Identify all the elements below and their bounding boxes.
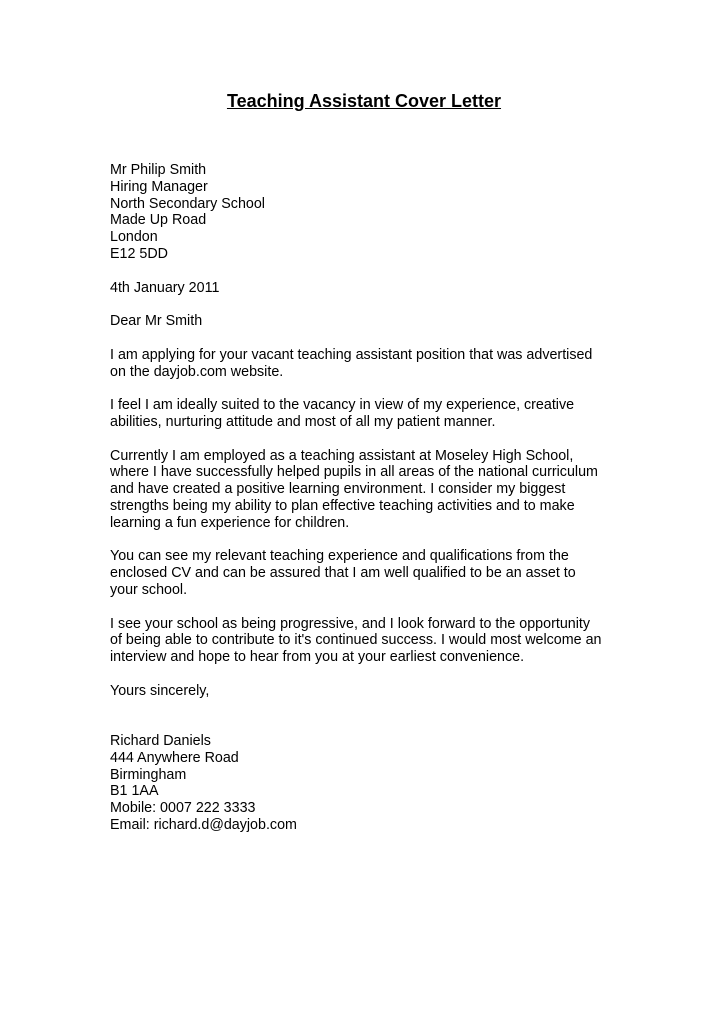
paragraph-4 bbox=[110, 548, 670, 598]
paragraph-line: interview and hope to hear from you at your earliest convenience. bbox=[110, 649, 525, 666]
recipient-city: London bbox=[110, 229, 158, 246]
paragraph-5 bbox=[110, 616, 670, 666]
sender-details bbox=[110, 733, 670, 834]
paragraph-line: You can see my relevant teaching experience and qualifications from the bbox=[110, 548, 569, 565]
sender-email: Email: richard.d@dayjob.com bbox=[110, 817, 297, 834]
paragraph-line: I feel I am ideally suited to the vacancy in view of my experience, creative bbox=[110, 397, 575, 414]
salutation: Dear Mr Smith bbox=[110, 313, 203, 330]
paragraph-line: strengths being my ability to plan effective teaching activities and to make bbox=[110, 497, 575, 514]
paragraph-line: Currently I am employed as a teaching assistant at Moseley High School, bbox=[110, 447, 574, 464]
sender-postcode: B1 1AA bbox=[110, 783, 159, 800]
letter-body bbox=[110, 162, 670, 834]
recipient-position: Hiring Manager bbox=[110, 178, 208, 195]
paragraph-line: and have created a positive learning environment. I consider my biggest bbox=[110, 481, 566, 498]
document-title: Teaching Assistant Cover Letter bbox=[226, 91, 502, 111]
letter-date: 4th January 2011 bbox=[110, 279, 220, 296]
paragraph-line: your school. bbox=[110, 581, 188, 598]
recipient-postcode: E12 5DD bbox=[110, 245, 169, 262]
sender-mobile: Mobile: 0007 222 3333 bbox=[110, 800, 256, 817]
recipient-address bbox=[110, 162, 670, 263]
paragraph-line: learning a fun experience for children. bbox=[110, 514, 350, 531]
sender-city: Birmingham bbox=[110, 766, 187, 783]
paragraph-line: enclosed CV and can be assured that I am well qualified to be an asset to bbox=[110, 565, 576, 582]
paragraph-line: on the dayjob.com website. bbox=[110, 363, 284, 380]
sender-street: 444 Anywhere Road bbox=[110, 749, 239, 766]
paragraph-line: of being able to contribute to it's continued success. I would most welcome an bbox=[110, 632, 602, 649]
recipient-name: Mr Philip Smith bbox=[110, 162, 207, 178]
sender-name: Richard Daniels bbox=[110, 733, 211, 750]
paragraph-3 bbox=[110, 448, 670, 532]
paragraph-2 bbox=[110, 397, 670, 431]
paragraph-line: abilities, nurturing attitude and most of all my patient manner. bbox=[110, 413, 496, 430]
paragraph-line: where I have successfully helped pupils in all areas of the national curriculum bbox=[110, 464, 598, 481]
recipient-street: Made Up Road bbox=[110, 212, 207, 229]
paragraph-line: I see your school as being progressive, and I look forward to the opportunity bbox=[110, 615, 591, 632]
closing: Yours sincerely, bbox=[110, 682, 210, 699]
recipient-organization: North Secondary School bbox=[110, 195, 265, 212]
paragraph-1 bbox=[110, 347, 670, 381]
paragraph-line: I am applying for your vacant teaching assistant position that was advertised bbox=[110, 346, 593, 363]
